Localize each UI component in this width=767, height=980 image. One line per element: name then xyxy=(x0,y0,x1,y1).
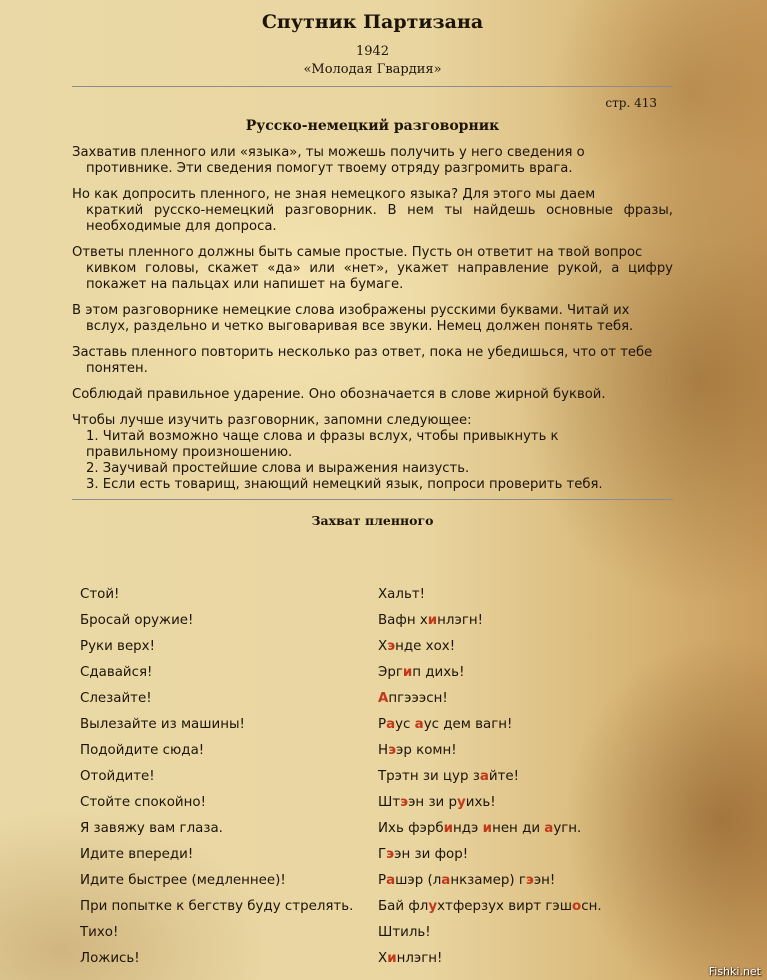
document-page xyxy=(72,0,673,528)
phrase-row xyxy=(80,664,640,690)
list-item xyxy=(72,461,673,477)
paragraph-first-line: Заставь пленного повторить несколько раз ответ, пока не убедишься, что от тебе xyxy=(72,345,653,360)
paragraph xyxy=(72,303,673,335)
transliteration-segment: ус дем вагн! xyxy=(423,717,513,732)
phrase-row xyxy=(80,898,640,924)
stressed-letter: э xyxy=(400,795,409,810)
russian-phrase: Слезайте! xyxy=(80,691,152,706)
transliteration-segment: Р xyxy=(378,873,387,888)
stressed-letter: А xyxy=(378,691,389,706)
paragraph-continuation: понятен. xyxy=(86,361,148,376)
transliteration-segment: Бай фл xyxy=(378,899,429,914)
transliteration-segment: угн. xyxy=(553,821,582,836)
paragraph-continuation: краткий русско-немецкий разговорник. В нем ты найдешь основные фразы, необходимые для допроса. xyxy=(86,203,673,234)
german-transliteration xyxy=(378,898,602,916)
section-divider xyxy=(72,499,673,500)
stressed-letter: у xyxy=(428,899,438,914)
german-transliteration xyxy=(378,612,483,630)
stressed-letter: э xyxy=(388,743,397,758)
transliteration-segment: Х xyxy=(378,951,388,966)
transliteration-segment: п дихь! xyxy=(412,665,465,680)
german-transliteration xyxy=(378,872,555,890)
phrase-row xyxy=(80,820,640,846)
list-item-first-line: 2. Заучивай простейшие слова и выражения наизусть. xyxy=(86,461,470,476)
transliteration-segment: нен ди xyxy=(492,821,545,836)
russian-phrase: Ложись! xyxy=(80,951,140,966)
transliteration-segment: пгэээсн! xyxy=(388,691,448,706)
stressed-letter: а xyxy=(544,821,554,836)
paragraph-first-line: Соблюдай правильное ударение. Оно обозначается в слове жирной буквой. xyxy=(72,387,606,402)
transliteration-segment: Н xyxy=(378,743,389,758)
phrase-row xyxy=(80,872,640,898)
transliteration-segment: Штиль! xyxy=(378,925,431,940)
stressed-letter: и xyxy=(482,821,493,836)
stressed-letter: а xyxy=(441,873,451,888)
russian-phrase: Подойдите сюда! xyxy=(80,743,205,758)
phrase-row xyxy=(80,768,640,794)
russian-phrase: Тихо! xyxy=(80,925,119,940)
transliteration-segment: Трэтн зи цур з xyxy=(378,769,480,784)
russian-phrase: Я завяжу вам глаза. xyxy=(80,821,223,836)
page-reference: стр. 413 xyxy=(605,96,657,110)
german-transliteration xyxy=(378,768,519,786)
stressed-letter: а xyxy=(386,717,396,732)
transliteration-segment: Эрг xyxy=(378,665,403,680)
paragraph-continuation: вслух, раздельно и четко выговаривая все звуки. Немец должен понять тебя. xyxy=(86,319,634,334)
russian-phrase: Вылезайте из машины! xyxy=(80,717,245,732)
german-transliteration xyxy=(378,664,464,682)
paragraph-first-line: В этом разговорнике немецкие слова изображены русскими буквами. Читай их xyxy=(72,303,630,318)
publisher: «Молодая Гвардия» xyxy=(303,62,442,77)
russian-phrase: Руки верх! xyxy=(80,639,155,654)
transliteration-segment: нкзамер) г xyxy=(450,873,526,888)
german-transliteration xyxy=(378,742,457,760)
transliteration-segment: хтферзух вирт гэш xyxy=(437,899,573,914)
transliteration-segment: Ихь фэрб xyxy=(378,821,444,836)
german-transliteration xyxy=(378,716,512,734)
intro-paragraphs xyxy=(72,145,673,403)
transliteration-segment: ус xyxy=(395,717,415,732)
paragraph-first-line: Ответы пленного должны быть самые простые. Пусть он ответит на твой вопрос xyxy=(72,245,643,260)
transliteration-segment: ндэ xyxy=(453,821,483,836)
german-transliteration xyxy=(378,924,431,942)
paragraph-continuation: кивком головы, скажет «да» или «нет», укажет направление рукой, а цифру покажет на пальцах или напишет на бумаге. xyxy=(86,261,673,292)
german-transliteration xyxy=(378,846,468,864)
stressed-letter: э xyxy=(387,639,396,654)
paragraph xyxy=(72,245,673,293)
german-transliteration xyxy=(378,690,448,708)
stressed-letter: и xyxy=(402,665,413,680)
russian-phrase: Бросай оружие! xyxy=(80,613,194,628)
paragraph-first-line: Захватив пленного или «языка», ты можешь получить у него сведения о xyxy=(72,145,585,160)
list-item-first-line: 1. Читай возможно чаще слова и фразы вслух, чтобы привыкнуть к xyxy=(86,429,559,444)
stressed-letter: а xyxy=(386,873,396,888)
russian-phrase: При попытке к бегству буду стрелять. xyxy=(80,899,354,914)
transliteration-segment: Шт xyxy=(378,795,401,810)
phrase-row xyxy=(80,612,640,638)
section-title: Русско-немецкий разговорник xyxy=(245,118,500,134)
transliteration-segment: йте! xyxy=(488,769,519,784)
paragraph xyxy=(72,145,673,177)
publication-year: 1942 xyxy=(355,44,390,59)
transliteration-segment: сн. xyxy=(581,899,602,914)
transliteration-segment: эр комн! xyxy=(396,743,457,758)
transliteration-segment: Вафн х xyxy=(378,613,428,628)
phrase-row xyxy=(80,742,640,768)
german-transliteration xyxy=(378,638,455,656)
german-transliteration xyxy=(378,820,581,838)
stressed-letter: о xyxy=(572,899,582,914)
transliteration-segment: Г xyxy=(378,847,387,862)
watermark: Fishki.net xyxy=(708,965,761,978)
russian-phrase: Идите быстрее (медленнее)! xyxy=(80,873,286,888)
russian-phrase: Стойте спокойно! xyxy=(80,795,206,810)
stressed-letter: и xyxy=(387,951,397,966)
paragraph xyxy=(72,187,673,235)
russian-phrase: Отойдите! xyxy=(80,769,155,784)
phrase-row xyxy=(80,924,640,950)
russian-phrase: Сдавайся! xyxy=(80,665,153,680)
paragraph-first-line: Но как допросить пленного, не зная немецкого языка? Для этого мы даем xyxy=(72,187,596,202)
transliteration-segment: эн зи фор! xyxy=(394,847,469,862)
russian-phrase: Стой! xyxy=(80,587,120,602)
list-item xyxy=(72,477,673,493)
phrase-row xyxy=(80,690,640,716)
phrase-table xyxy=(80,586,640,976)
phrase-row xyxy=(80,794,640,820)
page-title: Спутник Партизана xyxy=(261,11,484,33)
transliteration-segment: нде хох! xyxy=(395,639,456,654)
header-divider xyxy=(72,86,673,87)
phrase-row xyxy=(80,846,640,872)
capture-section-title: Захват пленного xyxy=(311,513,434,528)
stressed-letter: э xyxy=(386,847,395,862)
list-intro: Чтобы лучше изучить разговорник, запомни следующее: xyxy=(72,413,472,428)
list-item xyxy=(72,429,673,461)
transliteration-segment: нлэгн! xyxy=(396,951,443,966)
transliteration-segment: Х xyxy=(378,639,388,654)
paragraph-continuation: противнике. Эти сведения помогут твоему отряду разгромить врага. xyxy=(86,161,573,176)
stressed-letter: и xyxy=(427,613,438,628)
list-item-continuation: правильному произношению. xyxy=(86,445,293,460)
phrase-row xyxy=(80,950,640,976)
stressed-letter: а xyxy=(479,769,489,784)
transliteration-segment: эн зи р xyxy=(408,795,458,810)
stressed-letter: и xyxy=(443,821,454,836)
paragraph xyxy=(72,387,673,403)
transliteration-segment: эн! xyxy=(533,873,556,888)
stressed-letter: у xyxy=(457,795,466,810)
transliteration-segment: ихь! xyxy=(465,795,496,810)
transliteration-segment: шэр (л xyxy=(395,873,442,888)
stressed-letter: э xyxy=(525,873,534,888)
transliteration-segment: нлэгн! xyxy=(437,613,483,628)
phrase-row xyxy=(80,638,640,664)
german-transliteration xyxy=(378,950,442,968)
paragraph xyxy=(72,345,673,377)
list-item-first-line: 3. Если есть товарищ, знающий немецкий язык, попроси проверить тебя. xyxy=(86,477,603,492)
stressed-letter: а xyxy=(414,717,424,732)
phrase-row xyxy=(80,716,640,742)
transliteration-segment: Р xyxy=(378,717,387,732)
russian-phrase: Идите впереди! xyxy=(80,847,194,862)
german-transliteration xyxy=(378,794,496,812)
study-rules-list xyxy=(72,429,673,493)
phrase-row xyxy=(80,586,640,612)
transliteration-segment: Хальт! xyxy=(378,587,425,602)
german-transliteration xyxy=(378,586,425,604)
